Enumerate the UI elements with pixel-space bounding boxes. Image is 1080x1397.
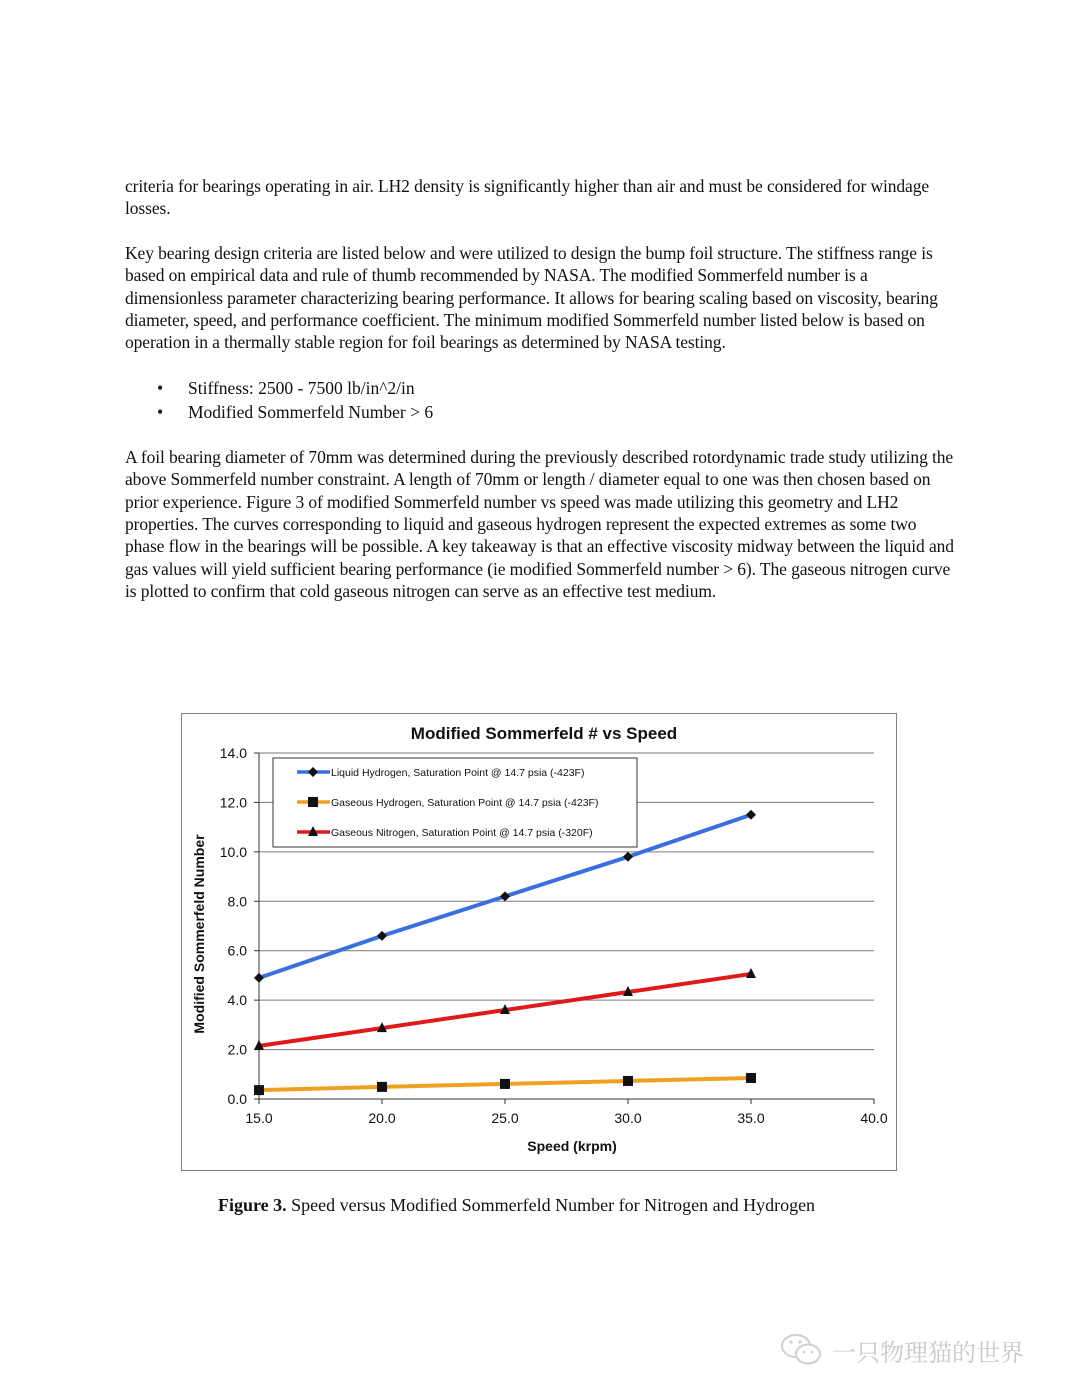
y-tick-label: 14.0 — [219, 745, 247, 761]
x-tick-label: 25.0 — [491, 1110, 519, 1126]
y-tick-label: 2.0 — [227, 1041, 247, 1058]
list-item: • Modified Sommerfeld Number > 6 — [157, 401, 434, 422]
y-tick-label: 6.0 — [227, 942, 247, 959]
document-body — [125, 175, 955, 625]
list-item: • Stiffness: 2500 - 7500 lb/in^2/in — [157, 377, 415, 398]
legend-square-icon — [308, 797, 318, 807]
chart-canvas — [182, 714, 898, 1172]
x-axis-label: Speed (krpm) — [527, 1138, 617, 1154]
y-tick-label: 10.0 — [219, 843, 247, 860]
x-tick-label: 35.0 — [737, 1110, 765, 1126]
caption-label: Figure 3. — [218, 1195, 287, 1215]
bullet-icon: • — [157, 401, 164, 422]
figure-caption — [218, 1195, 815, 1216]
watermark-text: 一只物理猫的世界 — [832, 1338, 1024, 1367]
criteria-list — [125, 376, 955, 424]
legend-label: Gaseous Hydrogen, Saturation Point @ 14.7 psia (-423F) — [331, 797, 599, 809]
bullet-icon: • — [157, 377, 164, 398]
legend-label: Gaseous Nitrogen, Saturation Point @ 14.7 psia (-320F) — [331, 827, 593, 839]
y-tick-label: 0.0 — [227, 1091, 247, 1107]
wechat-icon — [780, 1332, 824, 1368]
x-tick-label: 30.0 — [614, 1110, 642, 1126]
paragraph-windage: criteria for bearings operating in air. LH2 density is significantly higher than air and must be considered for windage losses. — [125, 176, 930, 219]
sommerfeld-chart — [181, 713, 897, 1171]
diamond-marker-icon — [377, 931, 387, 941]
square-marker-icon — [254, 1085, 264, 1095]
paragraph-foil-bearing: A foil bearing diameter of 70mm was determined during the previously described rotordynamic trade study utilizing the above Sommerfeld number constraint. A length of 70mm or length / diameter equal to one was then chosen based on prior experience. Figure 3 of modified Sommerfeld number vs speed was made utilizing this geometry and LH2 properties. The curves corresponding to liquid and gaseous hydrogen represent the expected extremes as some two phase flow in the bearings will be possible. A key takeaway is that an effective viscosity midway between the liquid and gas values will yield sufficient bearing performance (ie modified Sommerfeld number > 6). The gaseous nitrogen curve is plotted to confirm that cold gaseous nitrogen can serve as an effective test medium. — [125, 446, 954, 602]
square-marker-icon — [746, 1073, 756, 1083]
square-marker-icon — [623, 1076, 633, 1086]
diamond-marker-icon — [746, 810, 756, 820]
y-tick-label: 4.0 — [227, 992, 247, 1009]
diamond-marker-icon — [254, 973, 264, 983]
y-tick-label: 8.0 — [227, 893, 247, 910]
diamond-marker-icon — [623, 852, 633, 862]
chart-title: Modified Sommerfeld # vs Speed — [410, 724, 678, 743]
x-tick-label: 20.0 — [368, 1110, 396, 1126]
watermark — [780, 1330, 1060, 1370]
x-tick-label: 40.0 — [860, 1110, 888, 1126]
square-marker-icon — [500, 1079, 510, 1089]
legend-label: Liquid Hydrogen, Saturation Point @ 14.7 psia (-423F) — [331, 767, 585, 779]
paragraph-design-criteria: Key bearing design criteria are listed below and were utilized to design the bump foil structure. The stiffness range is based on empirical data and rule of thumb recommended by NASA. The modified Sommerfeld number is a dimensionless parameter characterizing bearing performance. It allows for bearing scaling based on viscosity, bearing diameter, speed, and performance coefficient. The minimum modified Sommerfeld number listed below is based on operation in a thermally stable region for foil bearings as determined by NASA testing. — [125, 242, 938, 353]
x-tick-label: 15.0 — [245, 1110, 273, 1126]
caption-text: Speed versus Modified Sommerfeld Number for Nitrogen and Hydrogen — [286, 1195, 816, 1215]
y-tick-label: 12.0 — [219, 794, 247, 811]
square-marker-icon — [377, 1082, 387, 1092]
diamond-marker-icon — [500, 891, 510, 901]
y-axis-label: Modified Sommerfeld Number — [191, 834, 207, 1034]
